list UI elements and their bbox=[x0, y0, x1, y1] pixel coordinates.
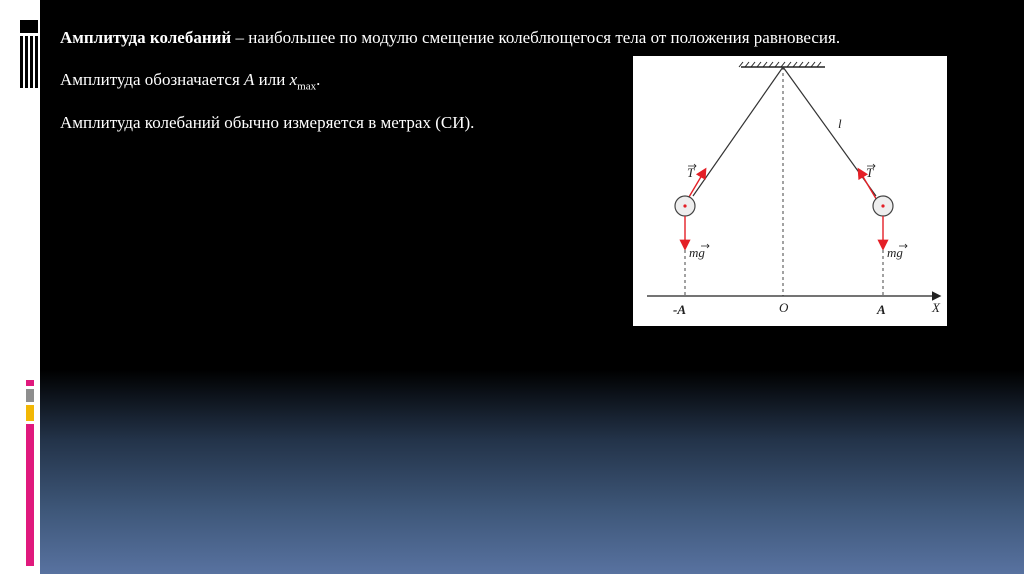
label-tension-right: T bbox=[866, 165, 874, 180]
accent-bar-magenta bbox=[26, 424, 34, 566]
notation-middle: или bbox=[254, 70, 290, 89]
notation-line bbox=[60, 70, 320, 92]
pendulum-figure bbox=[633, 56, 947, 326]
definition-line bbox=[60, 28, 840, 48]
label-tension-left: T bbox=[687, 165, 695, 180]
decor-square bbox=[20, 20, 38, 33]
string-right bbox=[783, 67, 876, 196]
accent-bar-gray bbox=[26, 389, 34, 402]
decor-grid-icon bbox=[20, 36, 38, 88]
ceiling-support bbox=[739, 62, 825, 67]
pendulum-diagram bbox=[633, 56, 947, 326]
label-gravity-left: mg bbox=[689, 245, 705, 260]
symbol-x: x bbox=[289, 70, 298, 89]
left-margin bbox=[0, 0, 40, 574]
label-A: A bbox=[877, 302, 886, 317]
symbol-A: A bbox=[244, 70, 255, 89]
definition-text: – наибольшее по модулю смещение колеблющегося тела от положения равновесия. bbox=[231, 28, 841, 47]
label-axis-x: X bbox=[932, 300, 940, 315]
label-minus-A: -A bbox=[673, 302, 686, 317]
label-origin: O bbox=[779, 300, 789, 315]
label-length: l bbox=[838, 116, 842, 131]
accent-bar-magenta-top bbox=[26, 380, 34, 386]
term-amplitude: Амплитуда колебаний bbox=[60, 28, 232, 47]
units-line: Амплитуда колебаний обычно измеряется в метрах (СИ). bbox=[60, 113, 475, 132]
label-gravity-right: mg bbox=[887, 245, 903, 260]
symbol-subscript: max bbox=[297, 80, 317, 93]
notation-prefix: Амплитуда обозначается bbox=[60, 70, 245, 89]
notation-suffix: . bbox=[316, 70, 321, 89]
string-left bbox=[693, 67, 783, 196]
accent-bar-yellow bbox=[26, 405, 34, 421]
